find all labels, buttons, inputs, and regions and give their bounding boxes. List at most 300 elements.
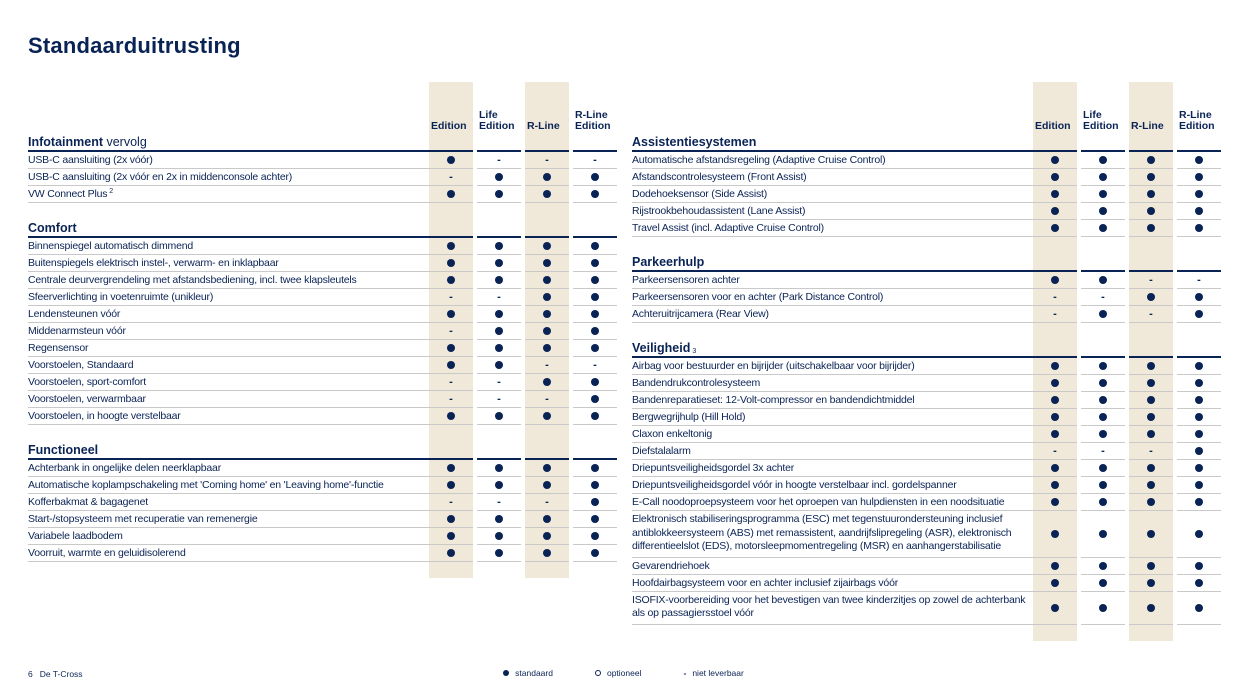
value-cell	[1177, 392, 1221, 409]
feature-row	[28, 494, 617, 511]
standard-dot-icon	[1195, 224, 1203, 232]
value-cell	[1033, 592, 1077, 625]
feature-label-text: Rijstrookbehoudassistent (Lane Assist)	[632, 205, 806, 217]
feature-label-text: Travel Assist (incl. Adaptive Cruise Control)	[632, 222, 824, 234]
table-bottom-pad	[28, 562, 617, 578]
feature-label	[28, 186, 429, 203]
value-cell	[429, 272, 473, 289]
section-title	[28, 135, 429, 152]
feature-label-text: Claxon enkeltonig	[632, 428, 713, 440]
standard-dot-icon	[1195, 430, 1203, 438]
feature-row	[632, 494, 1221, 511]
value-cell	[1081, 375, 1125, 392]
value-cell	[1033, 460, 1077, 477]
feature-label	[28, 374, 429, 391]
value-cell	[573, 408, 617, 425]
value-cell	[573, 494, 617, 511]
value-cell	[525, 238, 569, 255]
value-cell	[1129, 203, 1173, 220]
column-header-3: R-Line	[527, 120, 560, 132]
value-cell	[525, 357, 569, 374]
standard-dot-icon	[1051, 224, 1059, 232]
feature-label-text: Driepuntsveiligheidsgordel 3x achter	[632, 462, 795, 474]
feature-row	[28, 528, 617, 545]
value-cell	[477, 272, 521, 289]
value-cell	[525, 255, 569, 272]
feature-label-text: Airbag voor bestuurder en bijrijder (uitschakelbaar voor bijrijder)	[632, 360, 915, 372]
standard-dot-icon	[1051, 379, 1059, 387]
value-cell	[429, 460, 473, 477]
value-cell	[1081, 443, 1125, 460]
feature-row	[632, 460, 1221, 477]
standard-dot-icon	[1051, 481, 1059, 489]
value-cell	[573, 391, 617, 408]
feature-label-text: Centrale deurvergrendeling met afstandsbediening, incl. twee klapsleutels	[28, 274, 357, 286]
standard-dot-icon	[495, 310, 503, 318]
standard-dot-icon	[1051, 413, 1059, 421]
standard-dot-icon	[1051, 207, 1059, 215]
standard-dot-icon	[447, 515, 455, 523]
feature-label-text: Gevarendriehoek	[632, 559, 710, 572]
value-cell	[1177, 375, 1221, 392]
section-header	[28, 221, 617, 238]
standard-dot-icon	[543, 412, 551, 420]
value-cell	[1033, 272, 1077, 289]
section-header	[28, 135, 617, 152]
feature-row	[632, 289, 1221, 306]
feature-label	[632, 220, 1033, 237]
value-cell	[573, 477, 617, 494]
standard-dot-icon	[1195, 481, 1203, 489]
value-cell	[477, 408, 521, 425]
not-available-dash-icon: -	[1149, 444, 1153, 457]
value-cell	[573, 306, 617, 323]
value-cell	[1033, 306, 1077, 323]
feature-label-text: Voorstoelen, in hoogte verstelbaar	[28, 410, 181, 422]
value-cell	[1177, 152, 1221, 169]
standard-dot-icon	[1099, 207, 1107, 215]
feature-row	[632, 477, 1221, 494]
table-content	[632, 82, 1221, 641]
value-cell	[1081, 558, 1125, 575]
section-header	[632, 341, 1221, 358]
value-cell	[1177, 409, 1221, 426]
value-cell	[1033, 375, 1077, 392]
section-title	[632, 255, 1033, 272]
section-header	[632, 135, 1221, 152]
standard-dot-icon	[1195, 604, 1203, 612]
standard-dot-icon	[503, 670, 509, 676]
value-cell	[1033, 289, 1077, 306]
standard-dot-icon	[591, 464, 599, 472]
column-header-2: Life Edition	[1083, 109, 1119, 132]
standard-dot-icon	[495, 361, 503, 369]
feature-label	[28, 357, 429, 374]
standard-dot-icon	[447, 310, 455, 318]
value-cell	[477, 186, 521, 203]
feature-row	[28, 511, 617, 528]
value-cell	[429, 374, 473, 391]
value-cell	[1081, 203, 1125, 220]
feature-row	[28, 391, 617, 408]
value-cell	[1081, 592, 1125, 625]
standard-dot-icon	[447, 242, 455, 250]
feature-row	[28, 238, 617, 255]
value-cell	[1129, 392, 1173, 409]
value-cell	[525, 169, 569, 186]
standard-dot-icon	[591, 515, 599, 523]
footer-model-name: De T-Cross	[39, 669, 83, 679]
value-cell	[1033, 203, 1077, 220]
table-bottom-pad	[632, 625, 1221, 641]
value-cell	[1033, 220, 1077, 237]
legend-label-standard: standaard	[515, 668, 553, 678]
value-cell	[525, 460, 569, 477]
value-cell	[429, 186, 473, 203]
not-available-dash-icon: -	[593, 153, 597, 166]
value-cell	[429, 545, 473, 562]
section-footnote: 3	[692, 348, 697, 355]
value-cell	[429, 289, 473, 306]
standard-dot-icon	[1195, 530, 1203, 538]
standard-dot-icon	[543, 190, 551, 198]
feature-label-text: Bandendrukcontrolesysteem	[632, 377, 761, 389]
standard-dot-icon	[1099, 156, 1107, 164]
standard-dot-icon	[1147, 498, 1155, 506]
standard-dot-icon	[1051, 362, 1059, 370]
standard-dot-icon	[1195, 379, 1203, 387]
value-cell	[525, 391, 569, 408]
feature-label-text: Bandenreparatieset: 12-Volt-compressor en bandendichtmiddel	[632, 394, 915, 406]
standard-dot-icon	[1099, 173, 1107, 181]
value-cell	[1081, 511, 1125, 558]
standard-dot-icon	[543, 549, 551, 557]
value-cell	[1081, 152, 1125, 169]
value-cell	[1081, 409, 1125, 426]
value-cell	[1177, 289, 1221, 306]
page-title: Standaarduitrusting	[28, 33, 241, 58]
standard-dot-icon	[591, 412, 599, 420]
standard-dot-icon	[1051, 562, 1059, 570]
feature-row	[632, 575, 1221, 592]
value-cell	[573, 460, 617, 477]
feature-label	[632, 375, 1033, 392]
section-gap	[28, 425, 617, 443]
standard-dot-icon	[543, 173, 551, 181]
standard-dot-icon	[1195, 310, 1203, 318]
value-cell	[1033, 169, 1077, 186]
feature-label	[28, 152, 429, 169]
not-available-dash-icon: -	[497, 392, 501, 405]
standard-dot-icon	[447, 276, 455, 284]
value-cell	[525, 152, 569, 169]
value-cell	[1033, 426, 1077, 443]
standard-dot-icon	[495, 327, 503, 335]
feature-label	[632, 152, 1033, 169]
standard-dot-icon	[543, 310, 551, 318]
feature-label-text: Parkeersensoren voor en achter (Park Distance Control)	[632, 291, 884, 303]
standard-dot-icon	[1147, 579, 1155, 587]
feature-label-text: Bergwegrijhulp (Hill Hold)	[632, 411, 746, 423]
legend-item-optional	[595, 668, 642, 678]
value-cell	[1177, 220, 1221, 237]
standard-dot-icon	[1147, 562, 1155, 570]
feature-row	[28, 408, 617, 425]
feature-label	[28, 528, 429, 545]
value-cell	[1129, 289, 1173, 306]
feature-row	[28, 255, 617, 272]
feature-label-text: E-Call noodoproepsysteem voor het oproepen van hulpdiensten in een noodsituatie	[632, 496, 1005, 508]
feature-label-text: Sfeerverlichting in voetenruimte (unikleur)	[28, 291, 214, 303]
feature-row	[632, 375, 1221, 392]
standard-dot-icon	[495, 242, 503, 250]
standard-dot-icon	[495, 190, 503, 198]
feature-row	[28, 272, 617, 289]
value-cell	[525, 323, 569, 340]
feature-label	[632, 203, 1033, 220]
not-available-dash-icon: -	[545, 153, 549, 166]
column-header-1: Edition	[431, 120, 467, 132]
feature-label	[632, 558, 1033, 575]
standard-dot-icon	[1147, 224, 1155, 232]
value-cell	[429, 169, 473, 186]
feature-label-text: Afstandscontrolesysteem (Front Assist)	[632, 171, 807, 183]
value-cell	[477, 169, 521, 186]
feature-label	[632, 289, 1033, 306]
feature-label	[28, 545, 429, 562]
feature-label	[632, 426, 1033, 443]
standard-dot-icon	[1195, 207, 1203, 215]
section-title-text: Veiligheid	[632, 341, 691, 355]
standard-dot-icon	[495, 259, 503, 267]
not-available-dash-icon: -	[449, 170, 453, 183]
value-cell	[1129, 272, 1173, 289]
not-available-dash-icon: -	[449, 290, 453, 303]
standard-dot-icon	[1051, 579, 1059, 587]
standard-dot-icon	[543, 344, 551, 352]
value-cell	[477, 528, 521, 545]
value-cell	[1129, 358, 1173, 375]
standard-dot-icon	[447, 549, 455, 557]
value-cell	[1081, 186, 1125, 203]
value-cell	[477, 545, 521, 562]
standard-dot-icon	[591, 549, 599, 557]
section-title-suffix: vervolg	[103, 135, 147, 149]
feature-row	[632, 426, 1221, 443]
feature-label-text: Achterbank in ongelijke delen neerklapbaar	[28, 462, 221, 474]
standard-dot-icon	[1051, 396, 1059, 404]
value-cell	[1129, 575, 1173, 592]
value-cell	[1177, 186, 1221, 203]
feature-row	[632, 169, 1221, 186]
column-header-2: Life Edition	[479, 109, 515, 132]
section-title-text: Comfort	[28, 221, 77, 235]
feature-label	[28, 408, 429, 425]
value-cell	[573, 511, 617, 528]
feature-row	[28, 357, 617, 374]
standard-dot-icon	[447, 259, 455, 267]
value-cell	[525, 477, 569, 494]
value-cell	[1177, 306, 1221, 323]
standard-dot-icon	[1147, 173, 1155, 181]
value-cell	[1177, 511, 1221, 558]
standard-dot-icon	[543, 293, 551, 301]
feature-row	[28, 545, 617, 562]
feature-label-text: Voorruit, warmte en geluidisolerend	[28, 547, 186, 559]
not-available-dash-icon: -	[497, 495, 501, 508]
standard-dot-icon	[1147, 430, 1155, 438]
standard-dot-icon	[495, 412, 503, 420]
feature-label	[632, 477, 1033, 494]
standard-dot-icon	[591, 378, 599, 386]
value-cell	[477, 289, 521, 306]
value-cell	[1081, 306, 1125, 323]
standard-dot-icon	[1147, 207, 1155, 215]
feature-label-text: Binnenspiegel automatisch dimmend	[28, 240, 193, 252]
feature-label	[632, 186, 1033, 203]
table-content	[28, 82, 617, 578]
feature-label-text: Kofferbakmat & bagagenet	[28, 496, 148, 508]
value-cell	[525, 494, 569, 511]
value-cell	[477, 238, 521, 255]
feature-label	[28, 289, 429, 306]
value-cell	[1081, 220, 1125, 237]
standard-dot-icon	[1099, 362, 1107, 370]
value-cell	[1177, 169, 1221, 186]
standard-dot-icon	[447, 464, 455, 472]
standard-dot-icon	[543, 242, 551, 250]
feature-label-text: Dodehoeksensor (Side Assist)	[632, 188, 768, 200]
standard-dot-icon	[1147, 604, 1155, 612]
value-cell	[477, 477, 521, 494]
value-cell	[429, 306, 473, 323]
not-available-dash-icon: -	[545, 495, 549, 508]
section-header	[632, 255, 1221, 272]
value-cell	[1033, 477, 1077, 494]
value-cell	[429, 357, 473, 374]
value-cell	[477, 306, 521, 323]
value-cell	[573, 323, 617, 340]
standard-dot-icon	[447, 481, 455, 489]
standard-dot-icon	[1147, 413, 1155, 421]
value-cell	[1033, 511, 1077, 558]
legend-item-standard	[503, 668, 553, 678]
standard-dot-icon	[1051, 156, 1059, 164]
value-cell	[1081, 289, 1125, 306]
value-cell	[477, 323, 521, 340]
standard-dot-icon	[447, 156, 455, 164]
feature-row	[28, 323, 617, 340]
section-title-text: Parkeerhulp	[632, 255, 705, 269]
value-cell	[1033, 409, 1077, 426]
value-cell	[1081, 575, 1125, 592]
standard-dot-icon	[1147, 190, 1155, 198]
value-cell	[477, 391, 521, 408]
value-cell	[477, 255, 521, 272]
standard-dot-icon	[1099, 224, 1107, 232]
feature-label-text: ISOFIX-voorbereiding voor het bevestigen van twee kinderzitjes op zowel de achterbank als op passagiersstoel vóór	[632, 593, 1026, 619]
feature-row	[632, 186, 1221, 203]
standard-dot-icon	[1051, 430, 1059, 438]
value-cell	[525, 374, 569, 391]
value-cell	[1129, 511, 1173, 558]
standard-dot-icon	[1051, 173, 1059, 181]
feature-label-text: Voorstoelen, verwarmbaar	[28, 393, 146, 405]
feature-label	[28, 391, 429, 408]
standard-dot-icon	[1051, 530, 1059, 538]
feature-label-text: Driepuntsveiligheidsgordel vóór in hoogte verstelbaar incl. gordelspanner	[632, 479, 957, 491]
value-cell	[1081, 477, 1125, 494]
standard-dot-icon	[543, 259, 551, 267]
value-cell	[429, 391, 473, 408]
standard-dot-icon	[591, 344, 599, 352]
value-cell	[1129, 592, 1173, 625]
not-available-dash-icon: -	[1053, 307, 1057, 320]
standard-dot-icon	[495, 532, 503, 540]
value-cell	[1129, 460, 1173, 477]
standard-dot-icon	[1147, 362, 1155, 370]
standard-dot-icon	[1099, 430, 1107, 438]
feature-row	[632, 558, 1221, 575]
feature-label	[632, 460, 1033, 477]
value-cell	[573, 169, 617, 186]
standard-dot-icon	[543, 532, 551, 540]
feature-label	[28, 340, 429, 357]
section-title	[28, 443, 429, 460]
value-cell	[1177, 558, 1221, 575]
standard-dot-icon	[1099, 562, 1107, 570]
value-cell	[573, 357, 617, 374]
value-cell	[525, 528, 569, 545]
value-cell	[477, 494, 521, 511]
value-cell	[573, 545, 617, 562]
equipment-table-left	[28, 82, 617, 578]
feature-label	[632, 306, 1033, 323]
value-cell	[1177, 575, 1221, 592]
standard-dot-icon	[1147, 481, 1155, 489]
value-cell	[429, 238, 473, 255]
value-cell	[525, 408, 569, 425]
standard-dot-icon	[591, 481, 599, 489]
value-cell	[1129, 186, 1173, 203]
value-cell	[1081, 460, 1125, 477]
feature-row	[632, 358, 1221, 375]
value-cell	[477, 152, 521, 169]
standard-dot-icon	[1195, 190, 1203, 198]
not-available-dash-icon: -	[593, 358, 597, 371]
value-cell	[477, 357, 521, 374]
feature-label-text: Diefstalalarm	[632, 445, 691, 457]
not-available-dash-icon: -	[683, 668, 687, 678]
value-cell	[1081, 358, 1125, 375]
feature-row	[632, 306, 1221, 323]
standard-dot-icon	[1147, 156, 1155, 164]
feature-label	[632, 575, 1033, 592]
feature-label	[28, 255, 429, 272]
not-available-dash-icon: -	[449, 495, 453, 508]
standard-dot-icon	[591, 327, 599, 335]
not-available-dash-icon: -	[1197, 273, 1201, 286]
feature-label	[28, 460, 429, 477]
feature-label	[632, 392, 1033, 409]
feature-label-text: Variabele laadbodem	[28, 530, 123, 542]
section-gap	[632, 323, 1221, 341]
value-cell	[525, 545, 569, 562]
not-available-dash-icon: -	[1149, 307, 1153, 320]
feature-label	[632, 592, 1033, 625]
standard-dot-icon	[591, 532, 599, 540]
feature-label-text: Automatische koplampschakeling met 'Coming home' en 'Leaving home'-functie	[28, 479, 384, 491]
